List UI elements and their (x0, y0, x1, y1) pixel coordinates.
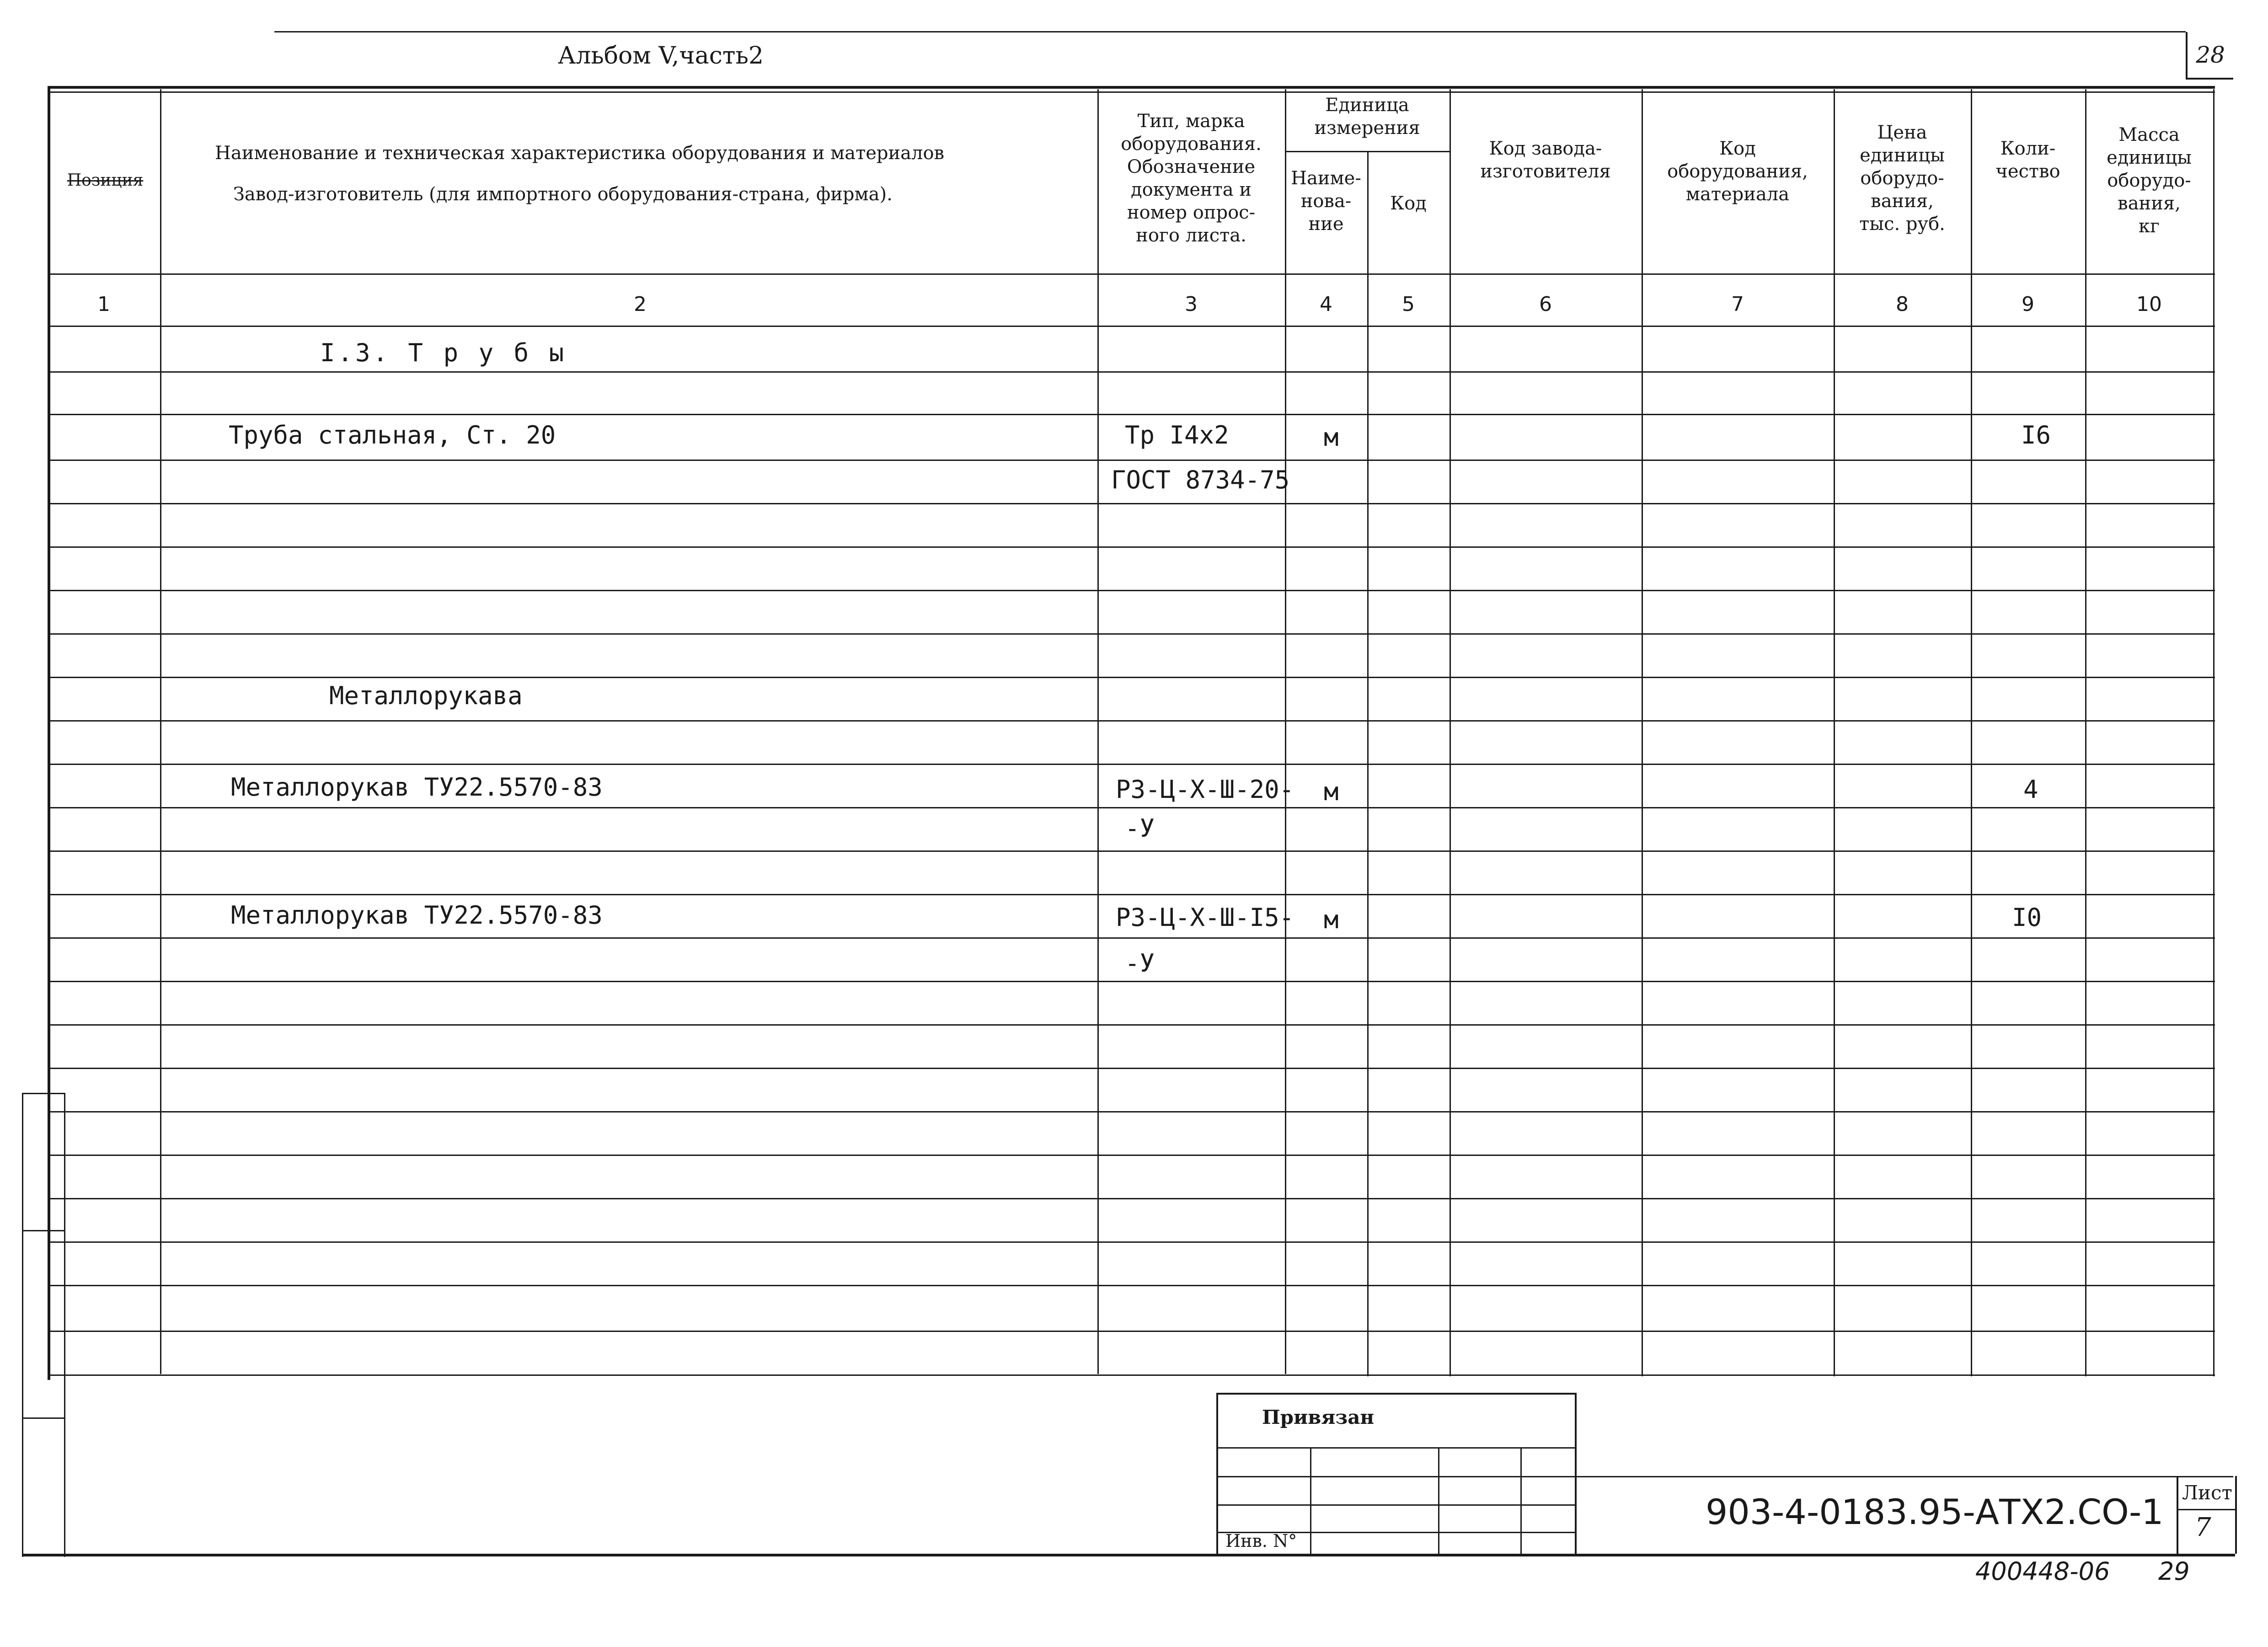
stamp-bound-label: Привязан (1262, 1406, 1375, 1428)
hose2-quantity: I0 (2012, 903, 2042, 932)
header-bottom (48, 273, 2215, 275)
album-label: Альбом V,часть2 (558, 42, 764, 70)
pipe-type: Тр I4х2 (1125, 421, 1229, 449)
row-rule (48, 1331, 2215, 1332)
row-rule (48, 633, 2215, 635)
row-rule (48, 371, 2215, 373)
header-name-line2: Завод-изготовитель (для импортного оборудования-страна, фирма). (233, 184, 893, 205)
table-left-border (48, 86, 50, 1380)
hose2-name: Металлорукав ТУ22.5570-83 (231, 901, 603, 930)
col-sep-6 (1642, 89, 1643, 1376)
colnum-2: 2 (634, 293, 647, 316)
header-equipment-code: Код оборудования, материала (1667, 138, 1808, 205)
col-sep-1 (160, 89, 161, 1374)
table-body-bottom (48, 1374, 2215, 1376)
table-top-inner (48, 91, 2215, 93)
row-rule (48, 937, 2215, 939)
header-quantity: Коли- чество (1995, 138, 2060, 182)
stamp-vline-1 (1310, 1447, 1311, 1554)
header-position: Позиция (67, 171, 144, 190)
colnum-5: 5 (1402, 293, 1415, 316)
pipe-quantity: I6 (2021, 421, 2051, 449)
row-rule (48, 1285, 2215, 1286)
col-sep-8 (1971, 89, 1972, 1376)
hose2-type-line1: Р3-Ц-Х-Ш-I5- (1116, 903, 1294, 932)
sheet-box-split (2177, 1509, 2235, 1510)
binding-strip-left (22, 1093, 23, 1557)
col-sep-5 (1450, 89, 1451, 1376)
row-rule (48, 807, 2215, 808)
row-rule (48, 720, 2215, 722)
header-type: Тип, марка оборудования. Обозначение документа и номер опрос- ного листа. (1121, 111, 1262, 246)
row-rule (48, 677, 2215, 678)
header-name-line1: Наименование и техническая характеристика оборудования и материалов (215, 143, 945, 164)
header-mass: Масса единицы оборудо- вания, кг (2107, 124, 2192, 237)
binding-strip-split-1 (22, 1230, 64, 1231)
hose1-unit: м (1324, 777, 1339, 806)
stamp-vline-2 (1438, 1447, 1439, 1554)
row-rule (48, 460, 2215, 461)
row-rule (48, 981, 2215, 982)
binding-strip-right (64, 1093, 65, 1557)
stamp-inventory-label: Инв. N° (1225, 1531, 1297, 1551)
pipe-name: Труба стальная, Ст. 20 (229, 421, 556, 449)
title-block-top (1575, 1476, 2233, 1477)
row-rule (48, 1241, 2215, 1243)
colnum-3: 3 (1185, 293, 1198, 316)
colnum-bottom (48, 326, 2215, 327)
row-rule (48, 546, 2215, 548)
pipe-unit: м (1324, 423, 1339, 452)
row-rule (48, 894, 2215, 895)
colnum-4: 4 (1320, 293, 1332, 316)
col-sep-3 (1285, 89, 1286, 1374)
hose1-quantity: 4 (2023, 775, 2038, 804)
header-price: Цена единицы оборудо- вания, тыс. руб. (1859, 122, 1945, 235)
archive-number: 400448-06 (1975, 1557, 2110, 1586)
col-sep-10 (2213, 89, 2215, 1376)
hose2-type-line2: -У (1125, 949, 1155, 978)
row-rule (48, 590, 2215, 591)
sheet-bottom-border (22, 1554, 2235, 1556)
sheet-label: Лист (2182, 1481, 2232, 1504)
col-sep-7 (1834, 89, 1835, 1376)
col-sep-2 (1097, 89, 1099, 1374)
row-rule (48, 1024, 2215, 1026)
archive-page: 29 (2158, 1557, 2190, 1586)
hose2-unit: м (1324, 905, 1339, 934)
colnum-6: 6 (1539, 293, 1552, 316)
pipe-standard: ГОСТ 8734-75 (1111, 465, 1290, 494)
sheet-number: 7 (2195, 1513, 2211, 1542)
section-title: I.3. Т р у б ы (320, 338, 567, 367)
colnum-8: 8 (1896, 293, 1909, 316)
row-rule (48, 764, 2215, 765)
header-unit-group: Единица измерения (1314, 95, 1420, 139)
table-top-border (48, 86, 2215, 89)
row-rule (48, 414, 2215, 415)
header-factory-code: Код завода- изготовителя (1480, 138, 1611, 182)
unit-group-split (1285, 151, 1450, 152)
hose1-name: Металлорукав ТУ22.5570-83 (231, 773, 603, 802)
col-sep-9 (2085, 89, 2086, 1376)
subsection-title: Металлорукава (329, 681, 523, 710)
row-rule (48, 1155, 2215, 1156)
row-rule (48, 503, 2215, 504)
header-unit-code: Код (1390, 193, 1427, 214)
colnum-1: 1 (97, 293, 110, 316)
document-code: 903-4-0183.95-АТХ2.СО-1 (1706, 1492, 2164, 1532)
row-rule (48, 1068, 2215, 1069)
binding-strip-top (22, 1093, 64, 1094)
row-rule (48, 850, 2215, 852)
top-rule (274, 31, 2186, 32)
colnum-9: 9 (2022, 293, 2034, 316)
row-rule (48, 1198, 2215, 1199)
stamp-vline-3 (1520, 1447, 1522, 1554)
header-unit-name: Наиме- нова- ние (1291, 168, 1361, 235)
binding-strip-split-2 (22, 1417, 64, 1419)
colnum-10: 10 (2136, 293, 2162, 316)
row-rule (48, 1111, 2215, 1112)
hose1-type-line1: Р3-Ц-Х-Ш-20- (1116, 775, 1294, 804)
colnum-7: 7 (1731, 293, 1744, 316)
corner-page-number: 28 (2186, 32, 2233, 80)
hose1-type-line2: -У (1125, 814, 1155, 843)
